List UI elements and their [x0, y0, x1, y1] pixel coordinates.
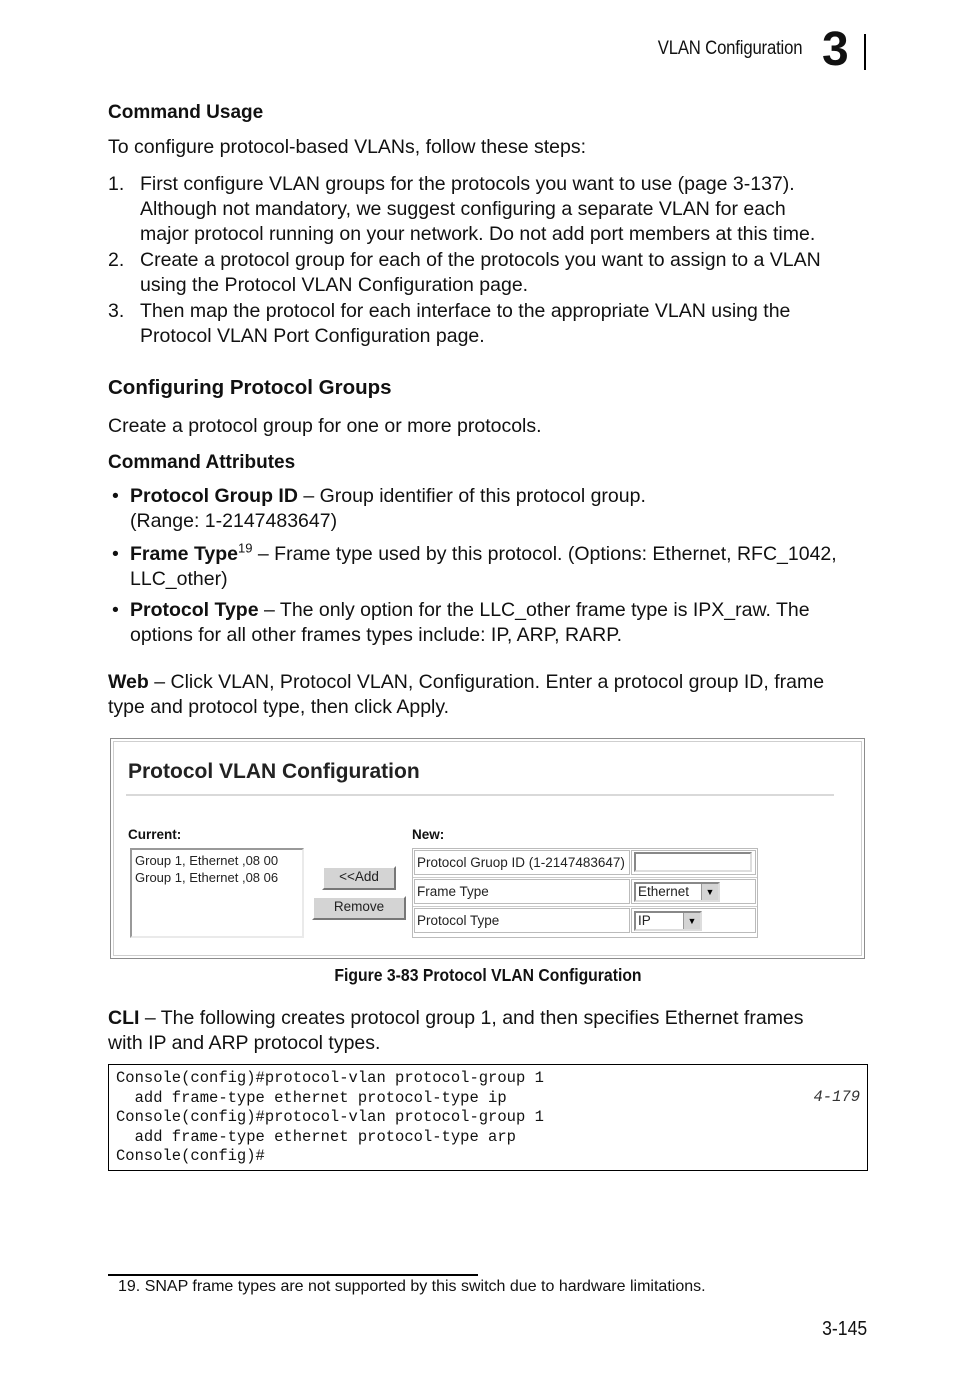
cli-page-reference[interactable]: 4-179 — [813, 1088, 860, 1106]
new-label: New: — [412, 827, 445, 842]
attribute-protocol-group-id — [108, 484, 868, 534]
frame-type-value: Ethernet — [638, 884, 690, 899]
step-2 — [108, 248, 868, 298]
bullet-icon: • — [112, 543, 119, 565]
web-instructions — [108, 670, 878, 720]
protocol-type-select[interactable] — [634, 911, 702, 931]
attribute-desc-cont: LLC_other) — [130, 568, 228, 590]
running-header: VLAN Configuration — [657, 38, 802, 59]
field-label: Frame Type — [414, 879, 630, 904]
attribute-desc: – The only option for the LLC_other frame type is IPX_raw. The — [258, 599, 810, 621]
step-line: Although not mandatory, we suggest configuring a separate VLAN for each — [140, 198, 786, 220]
frame-type-select[interactable] — [634, 882, 720, 902]
section-intro: Create a protocol group for one or more protocols. — [108, 415, 542, 437]
chapter-number: 3 — [822, 23, 849, 76]
footnote-divider — [108, 1274, 478, 1276]
form-row-group-id — [413, 849, 757, 878]
remove-button[interactable]: Remove — [312, 896, 406, 920]
footnote: 19. SNAP frame types are not supported by this switch due to hardware limitations. — [118, 1278, 706, 1295]
protocol-group-id-input[interactable] — [634, 852, 752, 872]
page-number: 3-145 — [821, 1318, 867, 1340]
form-row-protocol-type — [413, 907, 757, 936]
list-item[interactable]: Group 1, Ethernet ,08 06 — [135, 870, 279, 885]
attribute-desc: – Frame type used by this protocol. (Options: Ethernet, RFC_1042, — [252, 543, 837, 565]
add-button[interactable]: <<Add — [322, 866, 396, 890]
title-divider — [126, 794, 834, 796]
cli-text-cont: with IP and ARP protocol types. — [108, 1032, 381, 1054]
web-text-cont: type and protocol type, then click Apply. — [108, 696, 450, 718]
step-1 — [108, 172, 868, 248]
cli-code: Console(config)#protocol-vlan protocol-group 1 add frame-type ethernet protocol-type ip Console(config)#protocol-vlan protocol-group 1 add frame-type ethernet protocol-type arp Console(config)# — [116, 1069, 544, 1165]
attribute-frame-type — [108, 542, 868, 592]
current-label: Current: — [128, 827, 182, 842]
dropdown-arrow-icon[interactable]: ▼ — [683, 913, 700, 929]
attribute-term: Frame Type — [130, 543, 239, 565]
step-number: 2. — [108, 249, 125, 271]
attribute-desc-cont: (Range: 1-2147483647) — [130, 510, 338, 532]
protocol-vlan-screenshot — [110, 738, 865, 959]
cli-term: CLI — [108, 1007, 140, 1029]
attribute-term: Protocol Group ID — [130, 485, 298, 507]
step-number: 3. — [108, 300, 125, 322]
dropdown-arrow-icon[interactable]: ▼ — [701, 884, 718, 900]
step-3 — [108, 299, 868, 349]
cli-text: – The following creates protocol group 1, and then specifies Ethernet frames — [139, 1007, 804, 1029]
step-line: major protocol running on your network. Do not add port members at this time. — [140, 223, 816, 245]
web-text: – Click VLAN, Protocol VLAN, Configuration. Enter a protocol group ID, frame — [148, 671, 825, 693]
cli-code-block — [108, 1064, 868, 1171]
attribute-desc: – Group identifier of this protocol group. — [297, 485, 646, 507]
bullet-icon: • — [112, 599, 119, 621]
cli-instructions — [108, 1006, 878, 1056]
footnote-ref[interactable]: 19 — [238, 540, 253, 556]
field-label: Protocol Type — [414, 908, 630, 933]
section-heading: Configuring Protocol Groups — [108, 376, 392, 399]
new-group-form — [412, 848, 758, 938]
attribute-desc-cont: options for all other frames types include: IP, ARP, RARP. — [130, 624, 623, 646]
step-number: 1. — [108, 173, 125, 195]
protocol-type-value: IP — [638, 913, 651, 928]
command-attributes-heading: Command Attributes — [108, 452, 296, 473]
list-item[interactable]: Group 1, Ethernet ,08 00 — [135, 853, 279, 868]
web-term: Web — [108, 671, 149, 693]
usage-intro: To configure protocol-based VLANs, follow these steps: — [108, 136, 587, 158]
bullet-icon: • — [112, 485, 119, 507]
chapter-divider — [864, 34, 866, 70]
form-row-frame-type — [413, 878, 757, 907]
field-label: Protocol Gruop ID (1-2147483647) — [414, 850, 630, 875]
step-line: First configure VLAN groups for the protocols you want to use (page 3-137). — [140, 173, 795, 195]
figure-caption: Figure 3-83 Protocol VLAN Configuration — [334, 965, 642, 985]
step-line: using the Protocol VLAN Configuration page. — [140, 274, 529, 296]
step-line: Then map the protocol for each interface to the appropriate VLAN using the — [140, 300, 791, 322]
attribute-term: Protocol Type — [130, 599, 259, 621]
step-line: Create a protocol group for each of the protocols you want to assign to a VLAN — [140, 249, 821, 271]
screenshot-title: Protocol VLAN Configuration — [128, 760, 420, 783]
command-usage-heading: Command Usage — [108, 102, 264, 123]
current-groups-list[interactable] — [130, 848, 304, 938]
step-line: Protocol VLAN Port Configuration page. — [140, 325, 485, 347]
attribute-protocol-type — [108, 598, 868, 648]
